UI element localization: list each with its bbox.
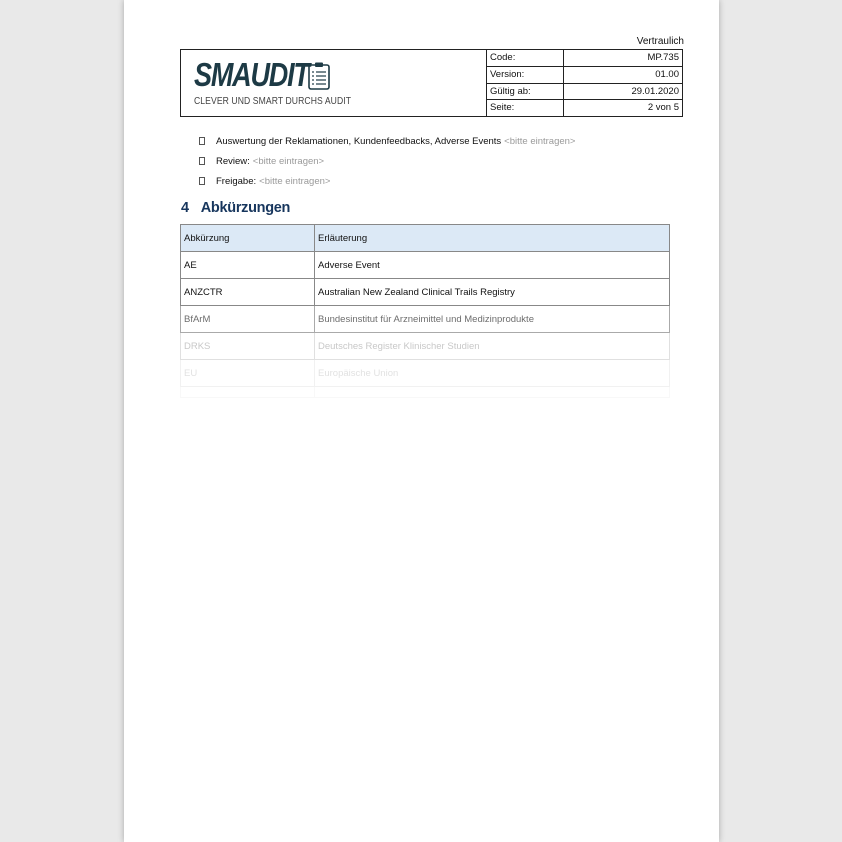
confidential-label: Vertraulich (636, 36, 684, 47)
meta-row-version (487, 67, 682, 84)
table-cell: Deutsches Register Klinischer Studien (315, 333, 670, 360)
column-header: Abkürzung (181, 225, 315, 252)
table-row (181, 252, 670, 279)
table-cell: Bundesinstitut für Arzneimittel und Medizinprodukte (315, 306, 670, 333)
logo-wordmark: SMAUDIT (194, 56, 309, 93)
checkbox-icon (199, 157, 205, 165)
meta-row-page (487, 100, 682, 116)
document-meta-table (487, 50, 682, 116)
placeholder-text: <bitte eintragen> (259, 175, 331, 187)
bullet-label: Review: (216, 155, 250, 167)
table-row (181, 306, 670, 333)
table-row-faded (181, 387, 670, 398)
table-cell: AE (181, 252, 315, 279)
table-row (181, 333, 670, 360)
list-item (199, 131, 575, 151)
list-item (199, 171, 575, 191)
table-cell (181, 387, 315, 398)
table-row (181, 360, 670, 387)
placeholder-text: <bitte eintragen> (252, 155, 325, 167)
document-header (180, 49, 683, 117)
table-cell: DRKS (181, 333, 315, 360)
section-title: Abkürzungen (200, 200, 291, 216)
meta-key: Version: (487, 67, 564, 83)
meta-value: 29.01.2020 (631, 85, 679, 97)
list-item (199, 151, 575, 171)
table-cell: Australian New Zealand Clinical Trails Registry (315, 279, 670, 306)
section-number: 4 (181, 200, 189, 216)
bullet-list (199, 131, 575, 191)
meta-value: MP.735 (647, 52, 679, 63)
abbreviations-table (180, 224, 670, 398)
document-page (124, 0, 719, 842)
meta-row-valid-from (487, 84, 682, 101)
meta-key: Seite: (487, 100, 564, 116)
logo-cell (181, 50, 487, 116)
checkbox-icon (199, 177, 205, 185)
placeholder-text: <bitte eintragen> (504, 135, 576, 147)
bullet-label: Freigabe: (216, 175, 257, 187)
meta-value: 2 von 5 (647, 102, 679, 114)
meta-value: 01.00 (655, 68, 679, 80)
table-row (181, 279, 670, 306)
logo-slogan: CLEVER UND SMART DURCHS AUDIT (194, 95, 352, 107)
table-header-row (181, 225, 670, 252)
meta-key: Gültig ab: (487, 84, 564, 100)
table-cell: Adverse Event (315, 252, 670, 279)
section-heading (181, 200, 290, 216)
checkbox-icon (199, 137, 205, 145)
table-cell (315, 387, 670, 398)
meta-row-code (487, 50, 682, 67)
bullet-label: Auswertung der Reklamationen, Kundenfeedbacks, Adverse Events (216, 135, 502, 147)
table-cell: BfArM (181, 306, 315, 333)
meta-key: Code: (487, 50, 564, 66)
column-header: Erläuterung (315, 225, 670, 252)
table-cell: ANZCTR (181, 279, 315, 306)
clipboard-checklist-icon (308, 62, 330, 90)
table-cell: Europäische Union (315, 360, 670, 387)
table-cell: EU (181, 360, 315, 387)
